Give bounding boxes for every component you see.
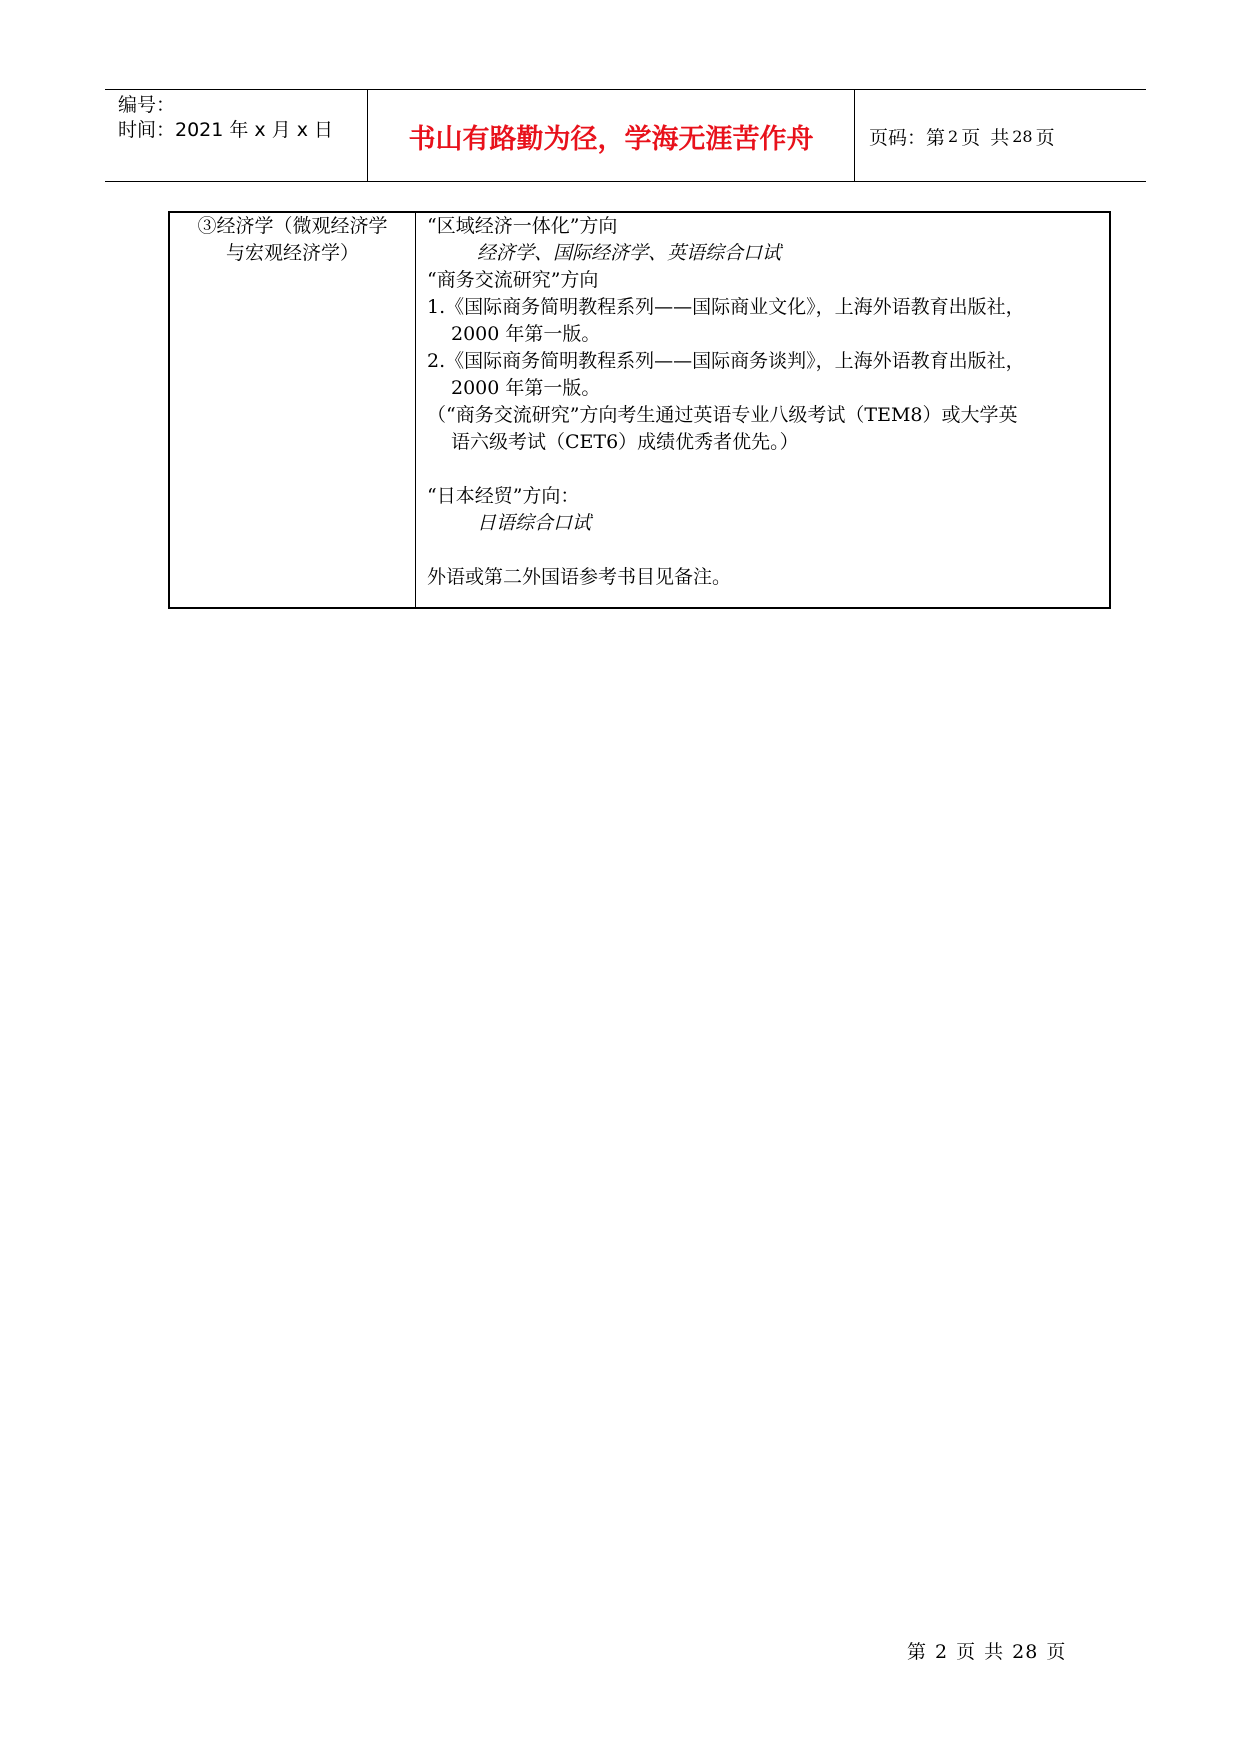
footer-total-unit: 页 [1046,1641,1067,1663]
exam-subjects: 经济学、国际经济学、英语综合口试 [477,242,782,264]
footer-total: 28 [1012,1641,1039,1663]
page-prefix: 页码：第 [869,127,946,149]
footer-total-prefix: 共 [984,1641,1005,1663]
references-cell [416,213,1109,607]
direction-heading: “区域经济一体化”方向 [427,215,618,237]
note-text: 语六级考试（CET6）成绩优秀者优先。） [451,431,799,453]
reference-book: 2.《国际商务简明教程系列——国际商务谈判》，上海外语教育出版社， [427,350,1025,372]
subject-line: ③经济学（微观经济学 [197,215,388,237]
page-total-prefix: 共 [990,127,1010,149]
document-time-label: 时间：2021 年 x 月 x 日 [118,119,334,141]
direction-heading: “日本经贸”方向： [427,485,580,507]
page-footer [907,1637,1074,1664]
exam-subjects: 日语综合口试 [477,512,592,534]
page-total: 28 [1012,127,1033,146]
spacer [427,537,1103,564]
reference-table [168,211,1111,609]
note-text: （“商务交流研究”方向考生通过英语专业八级考试（TEM8）或大学英 [427,404,1018,426]
subject-line: 与宏观经济学） [225,242,359,264]
footer-unit: 页 [956,1641,977,1663]
header-info [105,90,368,181]
reference-book-edition: 2000 年第一版。 [451,323,601,345]
spacer [427,456,1103,483]
footer-current: 2 [935,1641,949,1663]
document-number-label: 编号： [118,94,176,116]
reference-book: 1.《国际商务简明教程系列——国际商业文化》，上海外语教育出版社， [427,296,1025,318]
direction-heading: “商务交流研究”方向 [427,269,599,291]
remark-text: 外语或第二外国语参考书目见备注。 [427,566,732,588]
header-motto: 书山有路勤为径，学海无涯苦作舟 [368,90,855,181]
page-header [105,89,1146,182]
page-current: 2 [948,127,959,146]
page-unit: 页 [961,127,981,149]
footer-prefix: 第 [907,1641,928,1663]
page-total-unit: 页 [1035,127,1055,149]
header-page-info [855,90,1146,181]
subject-cell [170,213,416,607]
reference-book-edition: 2000 年第一版。 [451,377,601,399]
